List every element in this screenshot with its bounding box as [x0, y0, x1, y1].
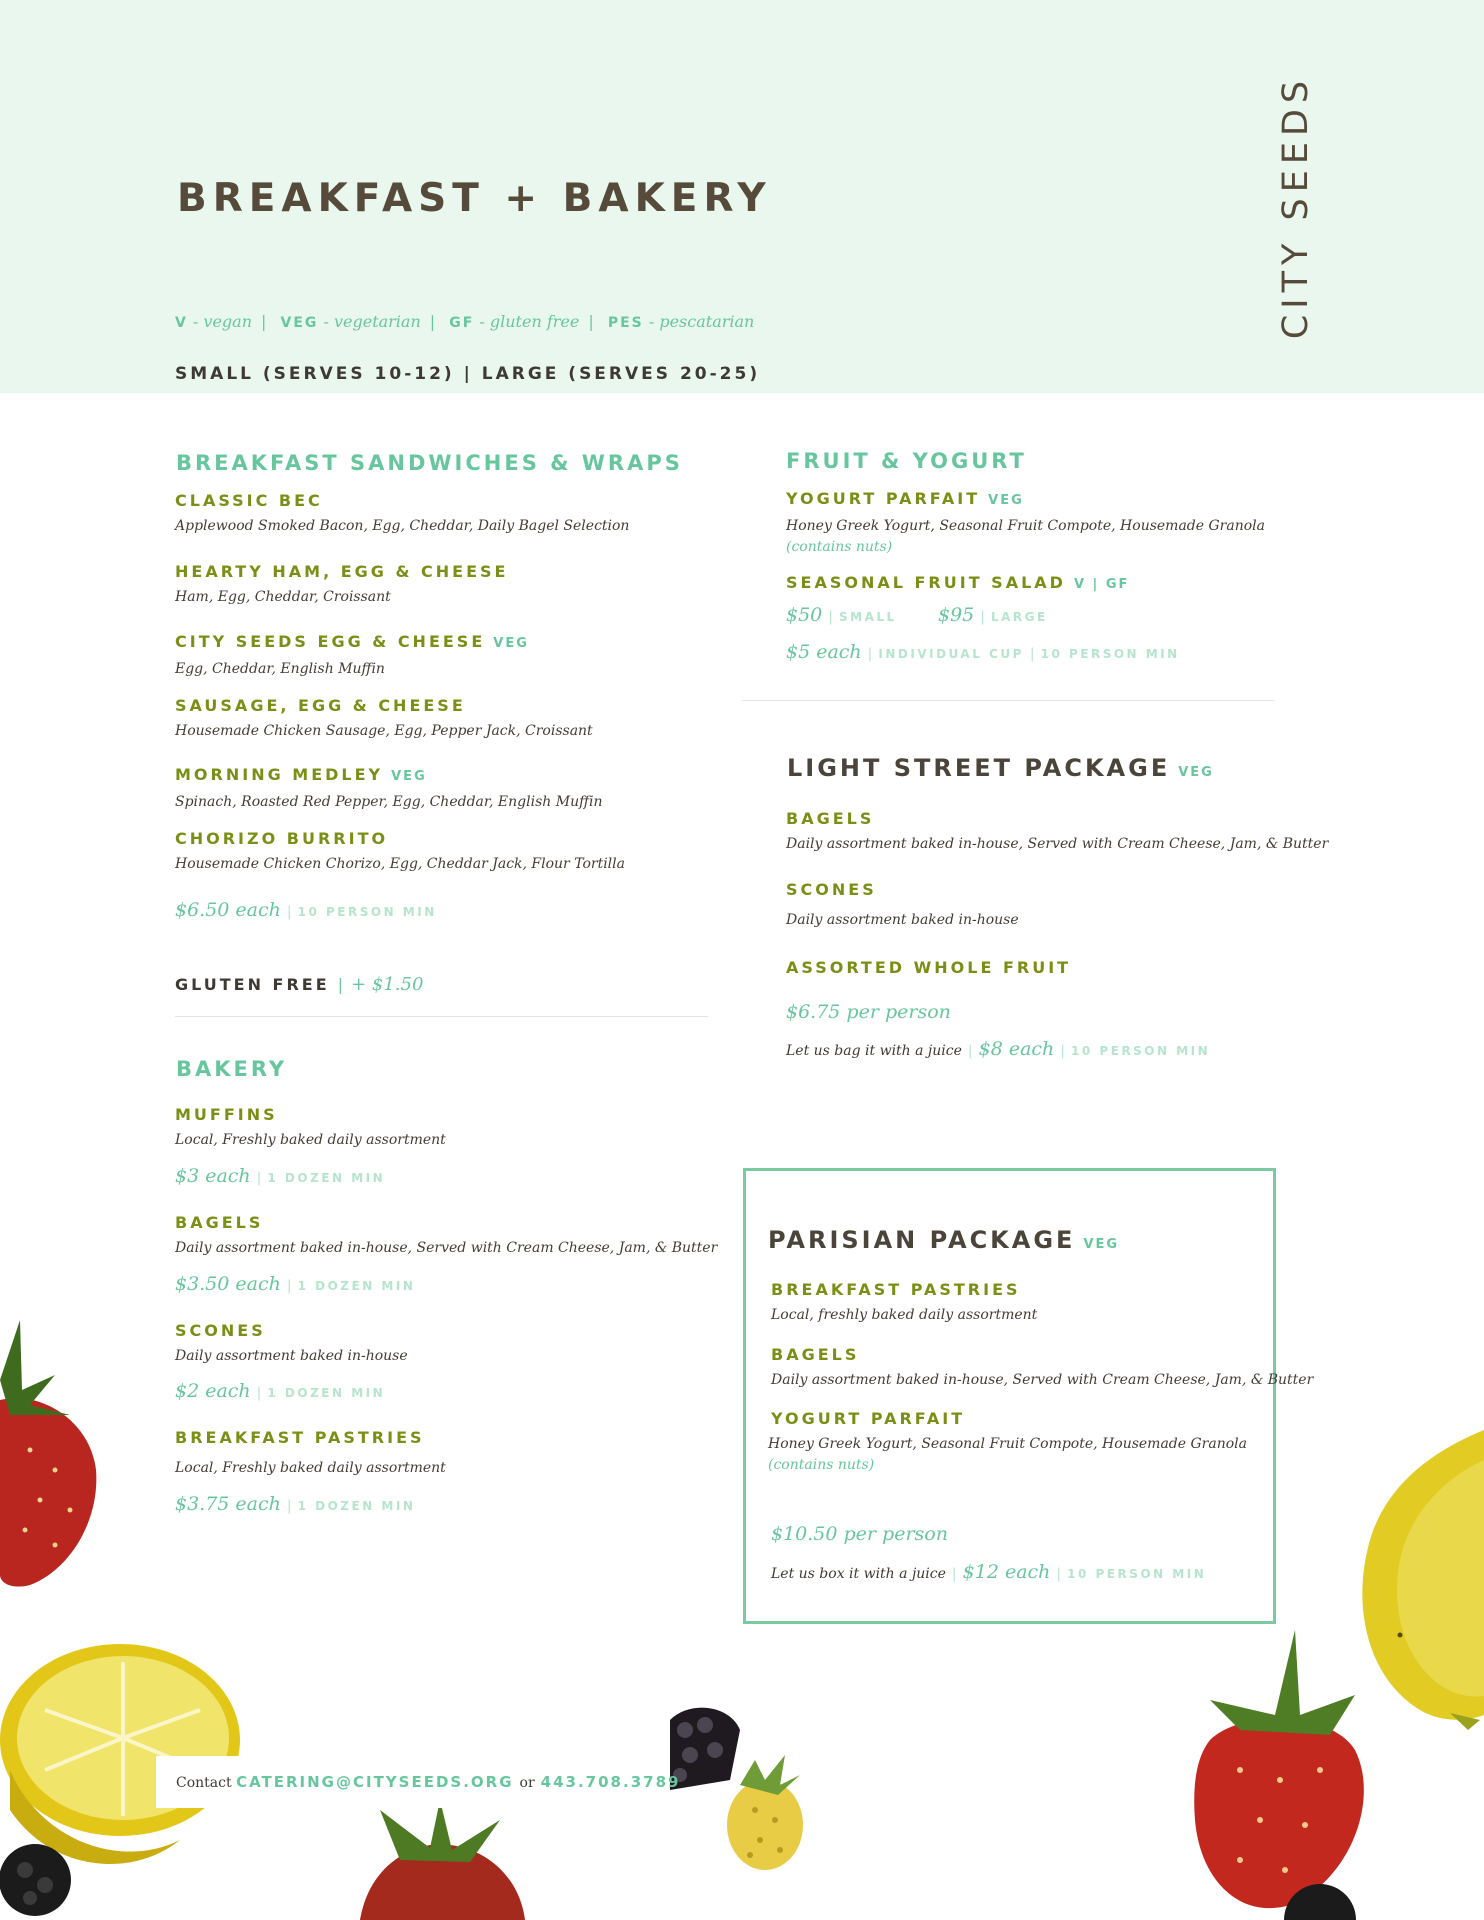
min-order: 1 DOZEN MIN — [267, 1386, 386, 1400]
item-name: BAGELS — [771, 1345, 860, 1364]
menu-item — [175, 764, 603, 813]
price-line: $95 | LARGE — [938, 604, 1048, 626]
juice-offer: Let us box it with a juice — [771, 1566, 946, 1582]
legend-key: VEG — [280, 315, 319, 331]
item-name: ASSORTED WHOLE FRUIT — [786, 958, 1072, 977]
item-name: SAUSAGE, EGG & CHEESE — [175, 696, 466, 715]
item-name: YOGURT PARFAIT — [786, 489, 981, 508]
min-order: 1 DOZEN MIN — [267, 1171, 386, 1185]
item-desc: Daily assortment baked in-house — [175, 1348, 408, 1364]
item-desc: Ham, Egg, Cheddar, Croissant — [175, 589, 391, 605]
item-name: SEASONAL FRUIT SALAD — [786, 573, 1066, 592]
min-order: 1 DOZEN MIN — [297, 1499, 416, 1513]
price: $10.50 per person — [771, 1523, 948, 1545]
brand-name: CITY SEEDS — [1276, 74, 1316, 340]
menu-item — [786, 488, 1265, 557]
menu-item — [175, 1212, 717, 1259]
legend-key: V — [175, 315, 188, 331]
juice-line: Let us bag it with a juice | $8 each | 10 PERSON MIN — [786, 1038, 1211, 1060]
item-desc: Housemade Chicken Chorizo, Egg, Cheddar Jack, Flour Tortilla — [175, 856, 625, 872]
menu-item — [175, 1320, 408, 1367]
price-line: $6.50 each | 10 PERSON MIN — [175, 899, 437, 921]
diet-tag: VEG — [1178, 765, 1214, 780]
item-name: SCONES — [786, 880, 877, 899]
package-name: PARISIAN PACKAGE — [768, 1226, 1076, 1254]
menu-item — [175, 828, 625, 875]
gluten-free-line: GLUTEN FREE | + $1.50 — [175, 974, 424, 995]
menu-item — [771, 1344, 1313, 1391]
item-desc: Honey Greek Yogurt, Seasonal Fruit Compote, Housemade Granola — [786, 518, 1265, 534]
price: $6.75 per person — [786, 1001, 951, 1023]
juice-price: $8 each — [978, 1038, 1055, 1060]
price-line: $5 each | INDIVIDUAL CUP | 10 PERSON MIN — [786, 641, 1180, 663]
juice-line: Let us box it with a juice | $12 each | 10 PERSON MIN — [771, 1561, 1207, 1583]
item-desc: Egg, Cheddar, English Muffin — [175, 661, 385, 677]
allergy-note: (contains nuts) — [768, 1457, 875, 1473]
menu-item — [768, 1408, 1247, 1475]
menu-item — [786, 572, 1129, 596]
strawberry-illustration — [0, 1320, 100, 1590]
juice-price: $12 each — [962, 1561, 1051, 1583]
diet-tag: VEG — [988, 493, 1024, 508]
package-title-light-street — [787, 754, 1214, 782]
section-title-fruit-yogurt: FRUIT & YOGURT — [786, 449, 1027, 473]
portion: INDIVIDUAL CUP — [878, 647, 1024, 661]
lemon-illustration — [1330, 1430, 1484, 1790]
contact-or: or — [519, 1775, 535, 1791]
item-name: CITY SEEDS EGG & CHEESE — [175, 632, 486, 651]
item-desc: Local, Freshly baked daily assortment — [175, 1460, 446, 1476]
juice-offer: Let us bag it with a juice — [786, 1043, 962, 1059]
legend-label: gluten free — [489, 312, 580, 331]
gluten-free-label: GLUTEN FREE — [175, 975, 330, 994]
item-name: HEARTY HAM, EGG & CHEESE — [175, 562, 509, 581]
menu-item — [786, 879, 1019, 931]
menu-item — [771, 1279, 1037, 1326]
allergy-note: (contains nuts) — [786, 539, 893, 555]
divider — [175, 1016, 708, 1017]
min-order: 1 DOZEN MIN — [297, 1279, 416, 1293]
menu-item — [175, 695, 593, 742]
item-name: CHORIZO BURRITO — [175, 829, 389, 848]
price-line: $50 | SMALL — [786, 604, 897, 626]
item-desc: Housemade Chicken Sausage, Egg, Pepper Jack, Croissant — [175, 723, 593, 739]
item-desc: Local, freshly baked daily assortment — [771, 1307, 1038, 1323]
size-large: LARGE — [990, 610, 1048, 624]
menu-item — [175, 490, 629, 537]
min-order: 10 PERSON MIN — [297, 905, 437, 919]
contact-phone-link[interactable]: 443.708.3789 — [540, 1773, 681, 1791]
item-name: CLASSIC BEC — [175, 491, 323, 510]
size-small: SMALL — [838, 610, 897, 624]
price: $5 each — [786, 641, 862, 663]
diet-tag: VEG — [1083, 1237, 1120, 1252]
divider — [742, 700, 1275, 701]
price-line: $3.75 each | 1 DOZEN MIN — [175, 1493, 416, 1515]
brand-logo — [1226, 74, 1366, 340]
menu-item — [175, 1427, 446, 1479]
item-name: BAGELS — [786, 809, 875, 828]
strawberry-illustration — [340, 1800, 540, 1920]
section-title-bakery: BAKERY — [176, 1057, 288, 1081]
menu-item — [175, 631, 529, 680]
contact-box — [156, 1756, 681, 1808]
item-desc: Honey Greek Yogurt, Seasonal Fruit Compote, Housemade Granola — [768, 1436, 1247, 1452]
price-line: $2 each | 1 DOZEN MIN — [175, 1380, 386, 1402]
menu-item — [786, 808, 1328, 855]
price-small: $50 — [786, 604, 823, 626]
diet-legend: V - vegan | VEG - vegetarian | GF - gluten free | PES - pescatarian — [175, 312, 755, 331]
serving-sizes: SMALL (SERVES 10-12) | LARGE (SERVES 20-25) — [175, 364, 761, 384]
item-name: BAGELS — [175, 1213, 264, 1232]
price: $3 each — [175, 1165, 251, 1187]
item-desc: Daily assortment baked in-house — [786, 912, 1019, 928]
gluten-free-price: + $1.50 — [351, 974, 424, 995]
price-line: $3.50 each | 1 DOZEN MIN — [175, 1273, 416, 1295]
item-name: BREAKFAST PASTRIES — [771, 1280, 1021, 1299]
price: $2 each — [175, 1380, 251, 1402]
menu-item — [786, 957, 1071, 979]
contact-lead: Contact — [176, 1775, 232, 1791]
item-desc: Daily assortment baked in-house, Served with Cream Cheese, Jam, & Butter — [786, 836, 1329, 852]
item-desc: Spinach, Roasted Red Pepper, Egg, Cheddar, English Muffin — [175, 794, 603, 810]
legend-label: pescatarian — [659, 312, 755, 331]
menu-item — [175, 561, 508, 608]
price: $3.75 each — [175, 1493, 281, 1515]
diet-tag: VEG — [493, 636, 529, 651]
item-name: MUFFINS — [175, 1105, 278, 1124]
item-desc: Applewood Smoked Bacon, Egg, Cheddar, Daily Bagel Selection — [175, 518, 630, 534]
page-title: BREAKFAST + BAKERY — [177, 176, 772, 221]
price-line: $3 each | 1 DOZEN MIN — [175, 1165, 386, 1187]
price: $6.50 each — [175, 899, 281, 921]
menu-item — [175, 1104, 446, 1151]
legend-label: vegan — [203, 312, 253, 331]
item-name: BREAKFAST PASTRIES — [175, 1428, 425, 1447]
diet-tag: VEG — [391, 769, 427, 784]
price: $3.50 each — [175, 1273, 281, 1295]
item-name: SCONES — [175, 1321, 266, 1340]
legend-key: PES — [607, 315, 644, 331]
section-title-sandwiches: BREAKFAST SANDWICHES & WRAPS — [176, 451, 683, 475]
min-order: 10 PERSON MIN — [1067, 1567, 1207, 1581]
item-name: YOGURT PARFAIT — [771, 1409, 966, 1428]
item-desc: Daily assortment baked in-house, Served with Cream Cheese, Jam, & Butter — [175, 1240, 718, 1256]
item-desc: Daily assortment baked in-house, Served with Cream Cheese, Jam, & Butter — [771, 1372, 1314, 1388]
legend-key: GF — [449, 315, 475, 331]
contact-email-link[interactable]: CATERING@CITYSEEDS.ORG — [236, 1773, 514, 1791]
diet-tag: V | GF — [1073, 577, 1130, 592]
min-order: 10 PERSON MIN — [1040, 647, 1180, 661]
price-large: $95 — [938, 604, 975, 626]
min-order: 10 PERSON MIN — [1071, 1044, 1211, 1058]
item-name: MORNING MEDLEY — [175, 765, 384, 784]
package-name: LIGHT STREET PACKAGE — [787, 754, 1171, 782]
legend-label: vegetarian — [333, 312, 421, 331]
item-desc: Local, Freshly baked daily assortment — [175, 1132, 446, 1148]
blackberry-illustration — [660, 1700, 820, 1870]
package-title-parisian — [768, 1226, 1119, 1254]
